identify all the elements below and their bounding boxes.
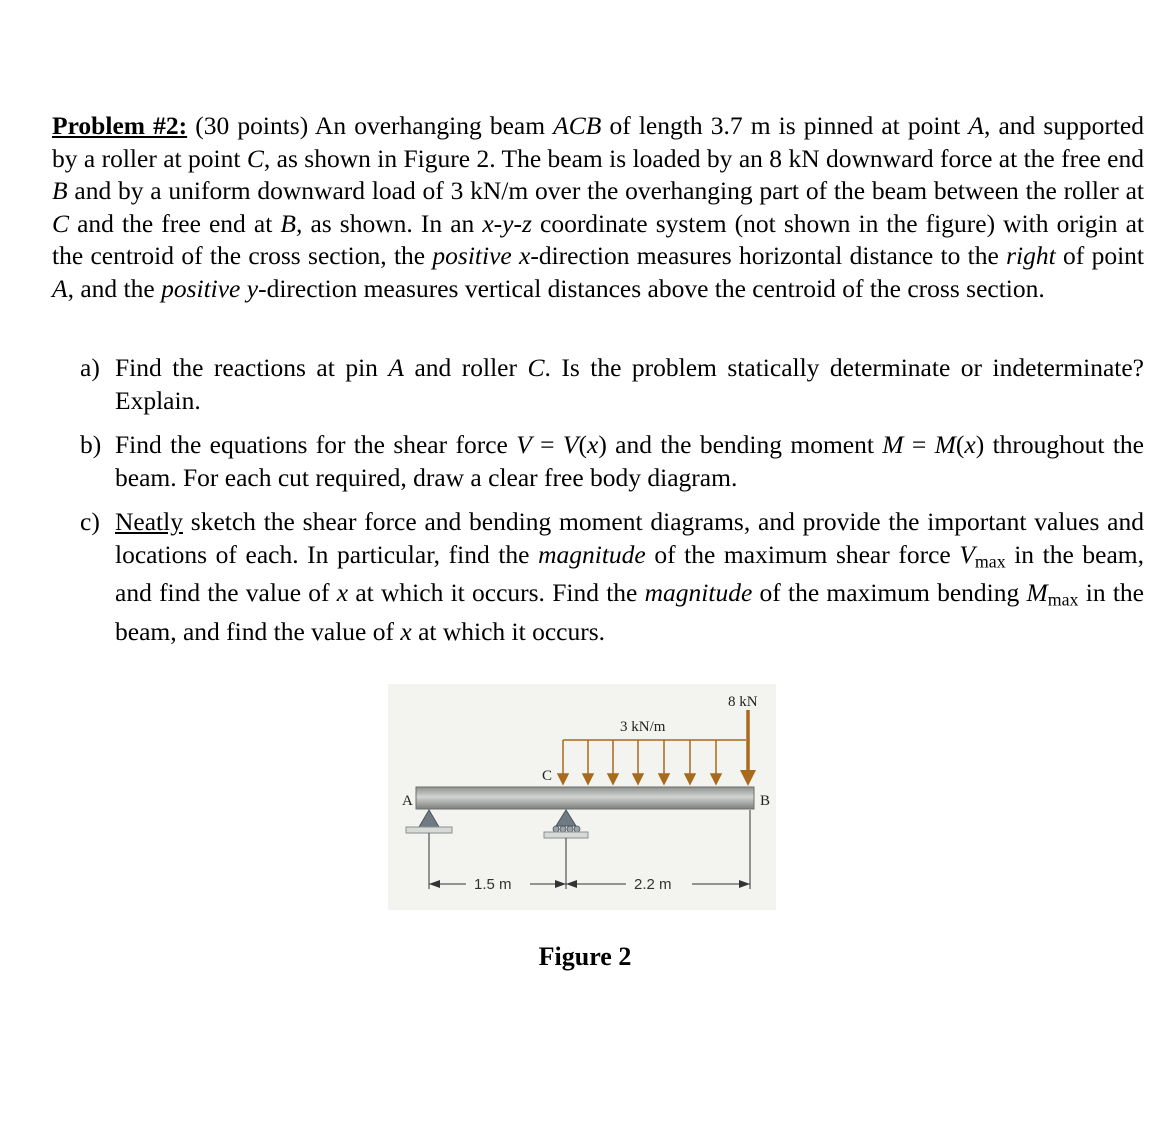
part-b-text: Find the equations for the shear force V = V(x) and the bending moment M = M(x) throughout the beam. For each cut required, draw a clear free body diagram.	[115, 430, 1145, 492]
beam	[416, 787, 754, 809]
part-c	[80, 506, 1144, 649]
point-force-label: 8 kN	[728, 694, 758, 710]
problem-parts	[80, 352, 1144, 661]
part-b-label: b)	[80, 430, 102, 459]
label-a: A	[402, 793, 413, 809]
dimension-ac-label: 1.5 m	[474, 876, 512, 893]
part-b	[80, 429, 1144, 494]
label-c: C	[542, 768, 553, 784]
figure-caption: Figure 2	[538, 942, 632, 971]
beam-figure	[388, 684, 776, 910]
label-b: B	[760, 793, 771, 809]
part-c-text: Neatly sketch the shear force and bending moment diagrams, and provide the important values and locations of each. In particular, find the magnitude of the maximum shear force $V_{max}$ in the beam, and find the value of x at which it occurs. Find the magnitude of the maximum bending $M_{max}$ in the beam, and find the value of x at which it occurs.	[115, 507, 1144, 647]
problem-title: Problem #2:	[52, 111, 188, 140]
dimension-cb-label: 2.2 m	[634, 876, 672, 893]
part-a-label: a)	[80, 353, 100, 382]
part-a-text: Find the reactions at pin A and roller C. Is the problem statically determinate or indeterminate? Explain.	[115, 353, 1144, 415]
part-c-label: c)	[80, 507, 100, 536]
part-a	[80, 352, 1144, 417]
problem-statement: Problem #2: (30 points) An overhanging beam ACB of length 3.7 m is pinned at point A, and supported by a roller at point C, as shown in Figure 2. The beam is loaded by an 8 kN downward force at the free end B and by a uniform downward load of 3 kN/m over the overhanging part of the beam between the roller at C and the free end at B, as shown. In an x-y-z coordinate system (not shown in the figure) with origin at the centroid of the cross section, the positive x-direction measures horizontal distance to the right of point A, and the positive y-direction measures vertical distances above the centroid of the cross section.	[52, 111, 1144, 303]
distributed-load-label: 3 kN/m	[620, 719, 666, 735]
